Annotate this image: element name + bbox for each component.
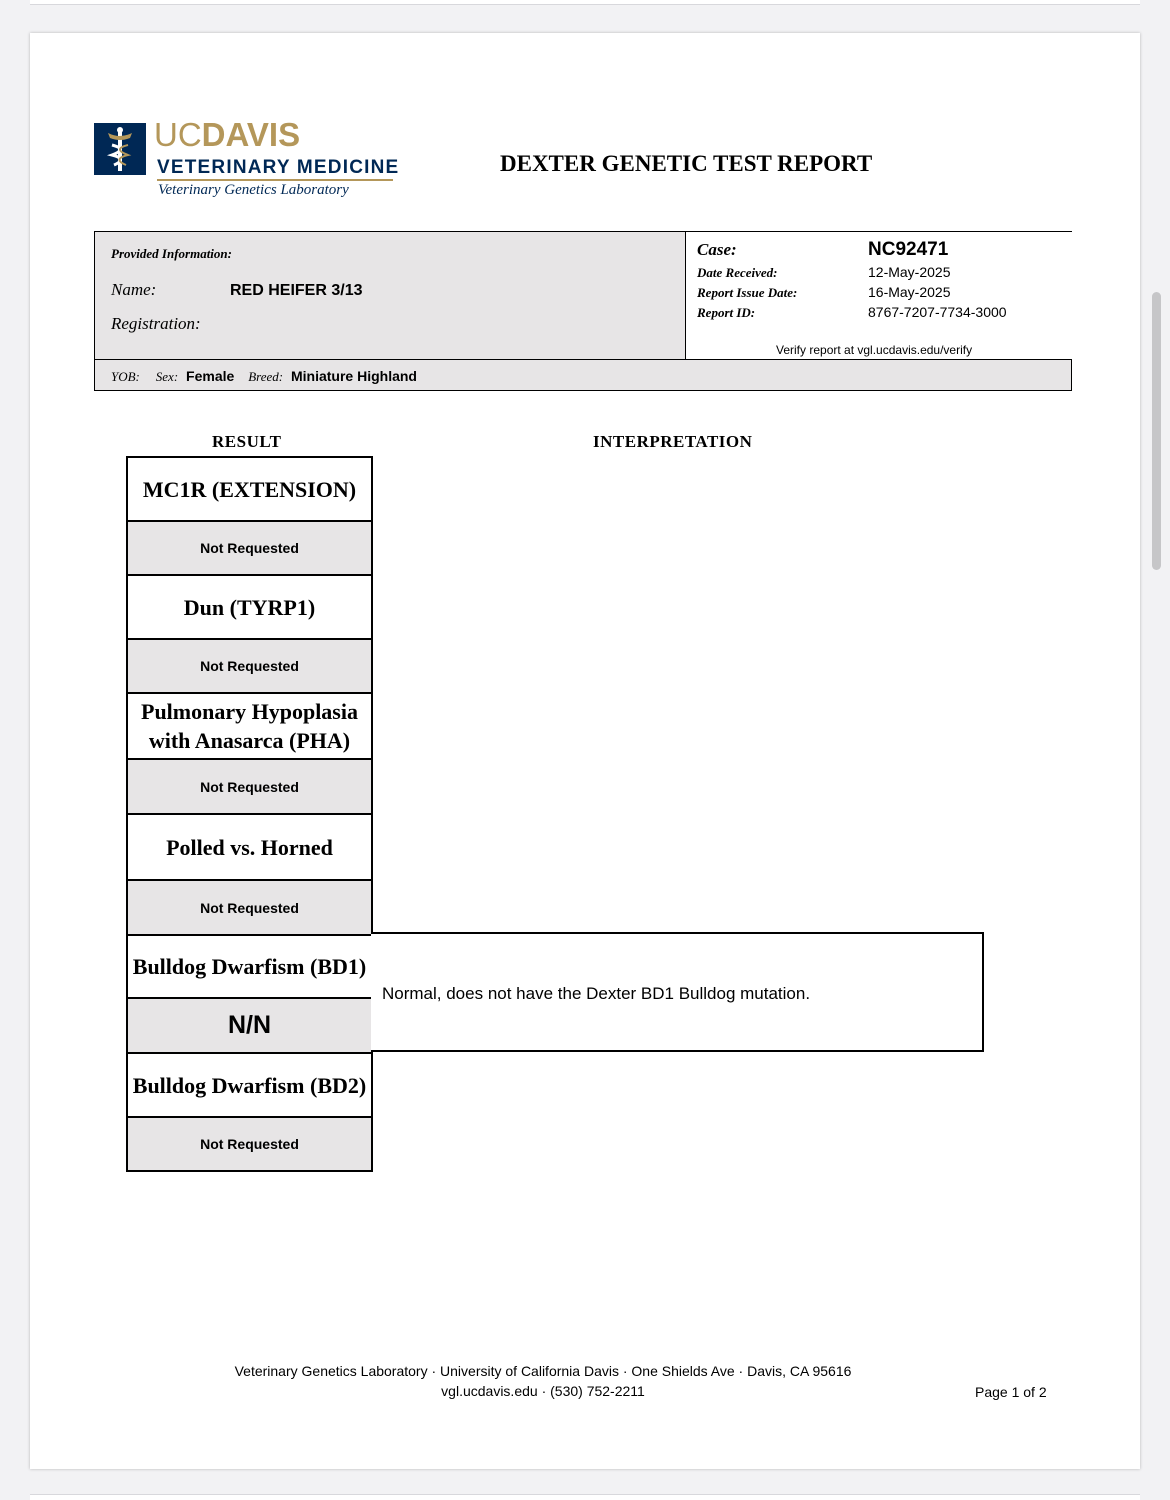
logo-divider [157, 179, 393, 181]
report-id-label: Report ID: [697, 305, 756, 320]
sex-label: Sex: [155, 369, 179, 384]
breed-value: Miniature Highland [290, 368, 417, 384]
report-title: DEXTER GENETIC TEST REPORT [500, 151, 873, 176]
report-page [30, 33, 1140, 1469]
sex-value: Female [186, 368, 235, 384]
issue-date-label: Report Issue Date: [697, 285, 798, 300]
logo-lab-name: Veterinary Genetics Laboratory [158, 182, 349, 198]
footer-address: Veterinary Genetics Laboratory · University of California Davis · One Shields Ave · Davis, CA 95616 [234, 1363, 852, 1379]
test-name-cell: Dun (TYRP1) [128, 576, 371, 640]
animal-info-panel [95, 232, 686, 359]
provided-information-box [94, 231, 1072, 391]
name-label: Name: [111, 280, 157, 299]
test-result-cell: Not Requested [128, 760, 371, 815]
test-result-cell: Not Requested [128, 640, 371, 694]
test-name-cell: Bulldog Dwarfism (BD2) [128, 1054, 371, 1118]
animal-name: RED HEIFER 3/13 [230, 282, 363, 299]
test-name-cell: MC1R (EXTENSION) [128, 458, 371, 522]
test-result-cell: N/N [128, 999, 371, 1054]
registration-label: Registration: [111, 314, 201, 333]
test-name-cell: Bulldog Dwarfism (BD1) [128, 936, 371, 999]
provided-information-label: Provided Information: [111, 246, 232, 261]
test-name-cell: Pulmonary Hypoplasia with Anasarca (PHA) [128, 694, 371, 760]
animal-details-row [95, 359, 1071, 390]
results-table [126, 456, 373, 1172]
interpretation-column-heading: INTERPRETATION [593, 432, 753, 451]
test-name-cell: Polled vs. Horned [128, 815, 371, 881]
previous-page-edge [30, 0, 1140, 5]
next-page-edge [30, 1494, 1140, 1500]
test-result-cell: Not Requested [128, 1118, 371, 1170]
logo-wordmark: UCDAVIS [154, 116, 301, 153]
test-result-cell: Not Requested [128, 881, 371, 936]
caduceus-shield-icon [94, 123, 146, 175]
yob-label: YOB: [111, 369, 140, 384]
footer-contact: vgl.ucdavis.edu · (530) 752-2211 [441, 1383, 645, 1399]
page-number: Page 1 of 2 [975, 1384, 1047, 1400]
issue-date-value: 16-May-2025 [868, 284, 951, 300]
logo-school-name: VETERINARY MEDICINE [157, 157, 400, 178]
interpretation-box [371, 932, 984, 1052]
case-label: Case: [697, 240, 737, 259]
test-result-cell: Not Requested [128, 522, 371, 576]
date-received-label: Date Received: [697, 265, 778, 280]
result-column-heading: RESULT [212, 432, 282, 451]
bd1-interpretation: Normal, does not have the Dexter BD1 Bulldog mutation. [382, 984, 811, 1003]
ucdavis-logo [94, 116, 404, 203]
case-info-panel [686, 232, 1072, 359]
date-received-value: 12-May-2025 [868, 264, 951, 280]
verify-link[interactable]: Verify report at vgl.ucdavis.edu/verify [776, 343, 973, 357]
report-id-value: 8767-7207-7734-3000 [868, 304, 1007, 320]
case-number: NC92471 [868, 239, 949, 260]
vertical-scrollbar[interactable] [1152, 292, 1161, 570]
breed-label: Breed: [248, 369, 284, 384]
